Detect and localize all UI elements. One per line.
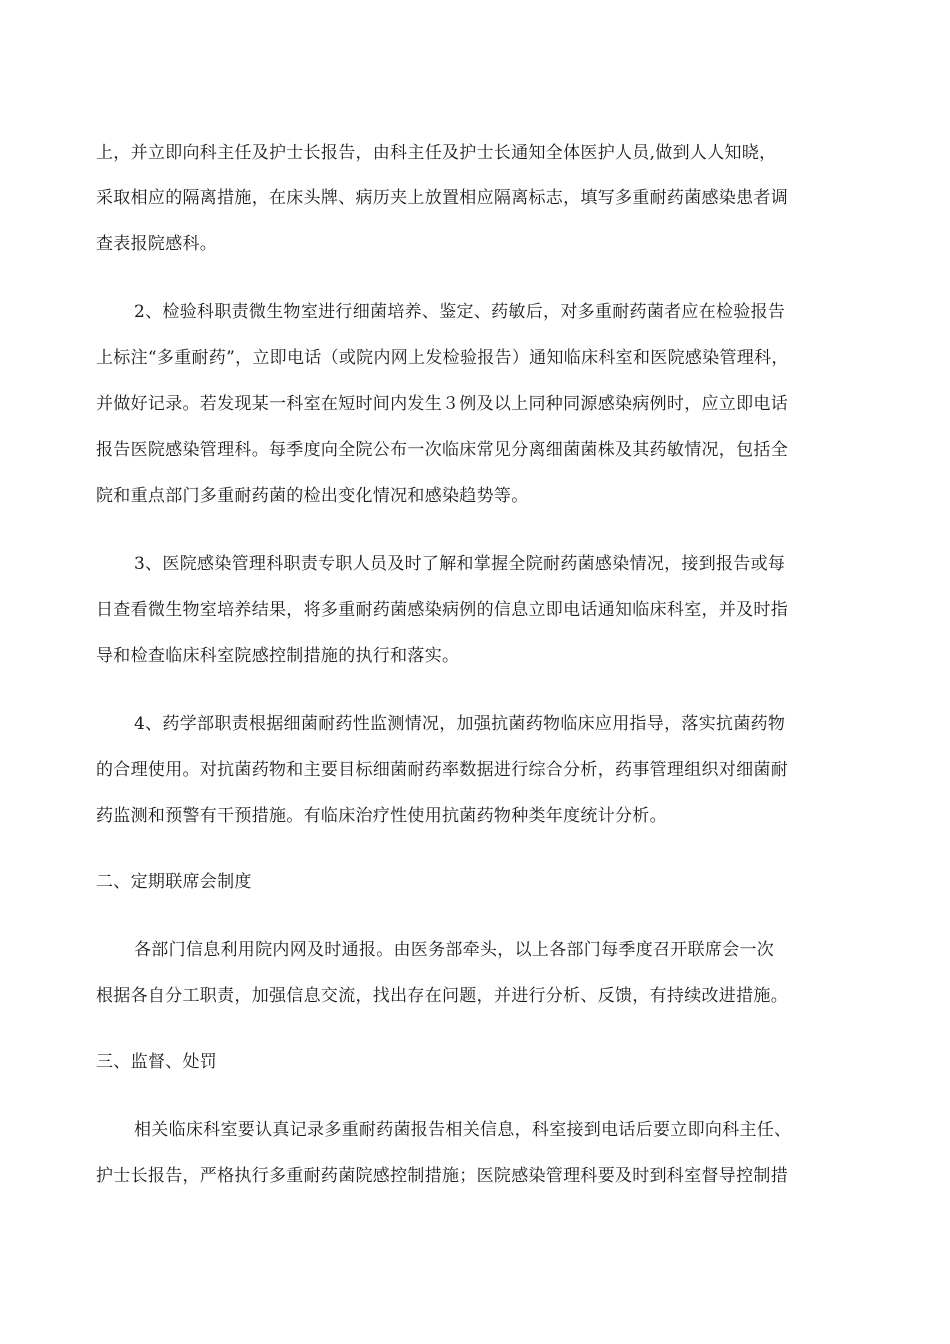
paragraph-line: 根据各自分工职责，加强信息交流，找出存在问题，并进行分析、反馈，有持续改进措施。 [96, 986, 788, 1006]
paragraph-line: 2、检验科职责微生物室进行细菌培养、鉴定、药敏后，对多重耐药菌者应在检验报告 [134, 302, 786, 322]
paragraph-line: 并做好记录。若发现某一科室在短时间内发生３例及以上同种同源感染病例时，应立即电话 [96, 394, 788, 414]
paragraph-line: 院和重点部门多重耐药菌的检出变化情况和感染趋势等。 [96, 486, 529, 506]
paragraph-line: 相关临床科室要认真记录多重耐药菌报告相关信息，科室接到电话后要立即向科主任、 [134, 1120, 792, 1140]
paragraph-line: 日查看微生物室培养结果，将多重耐药菌感染病例的信息立即电话通知临床科室，并及时指 [96, 600, 788, 620]
paragraph-line: 上标注“多重耐药”，立即电话（或院内网上发检验报告）通知临床科室和医院感染管理科， [96, 348, 789, 368]
paragraph-line: 护士长报告，严格执行多重耐药菌院感控制措施；医院感染管理科要及时到科室督导控制措 [96, 1166, 788, 1186]
paragraph-line: 的合理使用。对抗菌药物和主要目标细菌耐药率数据进行综合分析，药事管理组织对细菌耐 [96, 760, 788, 780]
paragraph-line: 3、医院感染管理科职责专职人员及时了解和掌握全院耐药菌感染情况，接到报告或每 [134, 554, 786, 574]
paragraph-line: 上，并立即向科主任及护士长报告，由科主任及护士长通知全体医护人员,做到人人知晓， [96, 143, 777, 163]
paragraph-line: 导和检查临床科室院感控制措施的执行和落实。 [96, 646, 460, 666]
section-heading: 三、监督、处罚 [96, 1052, 218, 1072]
paragraph-line: 药监测和预警有干预措施。有临床治疗性使用抗菌药物种类年度统计分析。 [96, 806, 667, 826]
paragraph-line: 各部门信息利用院内网及时通报。由医务部牵头，以上各部门每季度召开联席会一次 [134, 940, 775, 960]
paragraph-line: 采取相应的隔离措施，在床头牌、病历夹上放置相应隔离标志，填写多重耐药菌感染患者调 [96, 188, 788, 208]
paragraph-line: 4、药学部职责根据细菌耐药性监测情况，加强抗菌药物临床应用指导，落实抗菌药物 [134, 714, 786, 734]
section-heading: 二、定期联席会制度 [96, 872, 252, 892]
paragraph-line: 查表报院感科。 [96, 234, 218, 254]
paragraph-line: 报告医院感染管理科。每季度向全院公布一次临床常见分离细菌菌株及其药敏情况，包括全 [96, 440, 788, 460]
